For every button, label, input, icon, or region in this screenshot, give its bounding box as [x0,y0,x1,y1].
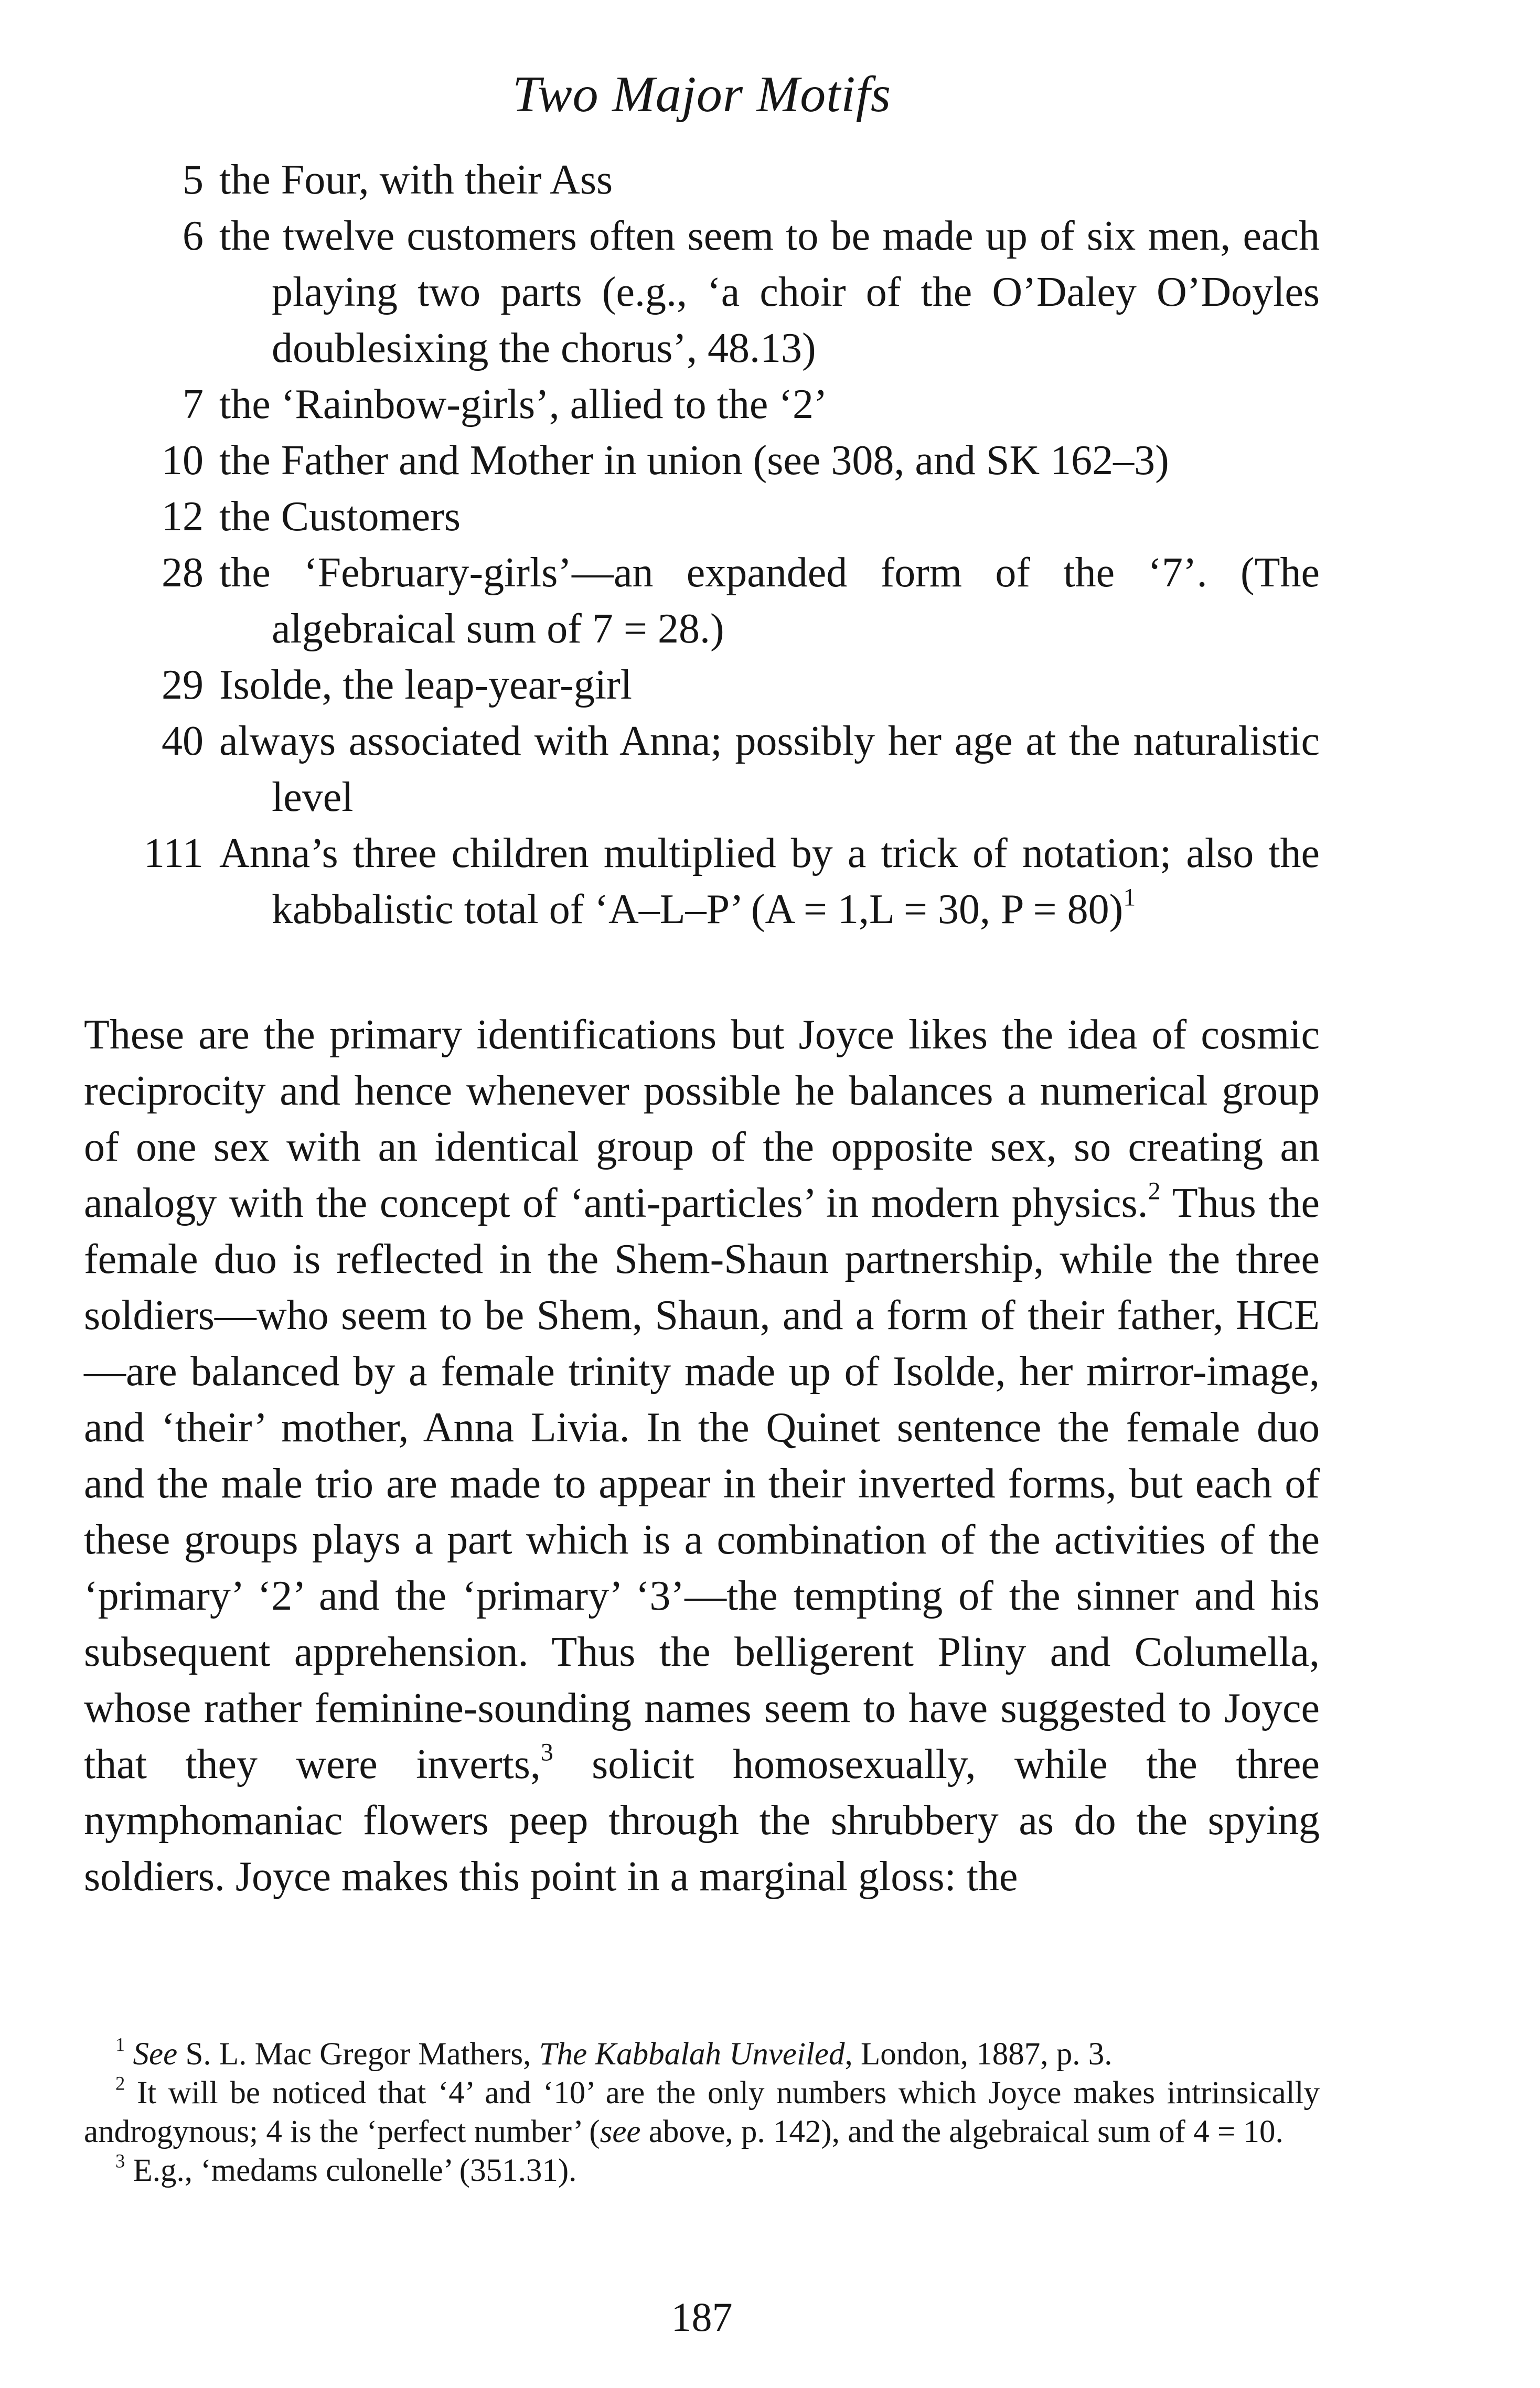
paragraph-text: solicit homosexually, while the three nymphomaniac flowers peep through the shrubbery as do the spying soldiers. Joyce makes this point in a marginal gloss: the [84,1741,1320,1900]
book-page [84,0,1320,2388]
footnotes [84,2035,1320,2190]
footnote-text: , London, 1887, p. 3. [844,2037,1113,2072]
list-number: 10 [162,437,204,484]
list-number: 28 [162,550,204,596]
paragraph-text: These are the primary identifications but Joyce likes the idea of cosmic reciprocity and hence whenever possible he balances a numerical group of one sex with an identical group of the opposite sex, so creating an analogy with the concept of ‘anti-particles’ in modern physics. [84,1012,1320,1226]
list-number: 111 [143,830,204,876]
footnote-3 [84,2151,1320,2190]
footnote-see: See [133,2037,178,2072]
footnote-2 [84,2074,1320,2151]
list-item [84,713,1320,826]
footnote-ref-2: 2 [1148,1177,1161,1205]
footnote-text: E.g., ‘medams culonelle’ (351.31). [125,2153,577,2188]
footnote-text: above, p. 142), and the algebraical sum of 4 = 10. [640,2114,1284,2149]
footnote-1 [84,2035,1320,2074]
footnote-book-title: The Kabbalah Unveiled [539,2037,845,2072]
list-text: the ‘Rainbow-girls’, allied to the ‘2’ [219,381,828,427]
footnote-mark: 1 [115,2033,125,2055]
list-item [84,208,1320,377]
footnote-mark: 2 [115,2072,125,2094]
list-text: always associated with Anna; possibly her age at the naturalistic level [219,718,1320,820]
footnote-see: see [600,2114,641,2149]
footnote-ref-1: 1 [1123,883,1136,912]
footnote-text: S. L. Mac Gregor Mathers, [177,2037,539,2072]
list-number: 40 [162,718,204,764]
list-number: 7 [183,381,204,427]
list-item [84,657,1320,713]
list-text: the Father and Mother in union (see 308, and SK 162–3) [219,437,1169,484]
list-item [84,433,1320,489]
list-item [84,545,1320,657]
footnote-ref-3: 3 [540,1738,553,1766]
number-list [84,152,1320,938]
list-item [84,489,1320,545]
list-text: Isolde, the leap-year-girl [219,662,632,708]
list-number: 29 [162,662,204,708]
paragraph-text: Thus the female duo is reflected in the Shem-Shaun partnership, while the three soldiers—who seem to be Shem, Shaun, and a form of their father, HCE—are balanced by a female trinity made up of Isolde, her mirror-image, and ‘their’ mother, Anna Livia. In the Quinet sentence the female duo and the male trio are made to appear in their inverted forms, but each of these groups plays a part which is a combination of the activities of the ‘primary’ ‘2’ and the ‘primary’ ‘3’—the tempting of the sinner and his subsequent apprehension. Thus the belligerent Pliny and Columella, whose rather feminine-sounding names seem to have suggested to Joyce that they were inverts, [84,1180,1320,1787]
list-item [84,152,1320,208]
page-number: 187 [671,2294,733,2340]
list-number: 5 [183,157,204,203]
list-text: the twelve customers often seem to be made up of six men, each playing two parts (e.g., ‘a choir of the O’Daley O’Doyles doublesixing the chorus’, 48.13) [219,213,1320,371]
list-text: the Customers [219,494,461,540]
list-number: 6 [183,213,204,259]
list-text [219,826,1320,938]
list-text: the Four, with their Ass [219,157,613,203]
body-paragraph [84,1007,1320,1905]
footnote-text: It will be noticed that ‘4’ and ‘10’ are the only numbers which Joyce makes intrinsically androgynous; 4 is the ‘perfect number’ ( [84,2075,1320,2149]
list-item [84,377,1320,433]
running-head: Two Major Motifs [512,66,892,123]
list-text-content: Anna’s three children multiplied by a trick of notation; also the kabbalistic total of ‘A–L–P’ (A = 1,L = 30, P = 80) [219,830,1320,933]
list-number: 12 [162,494,204,540]
list-text: the ‘February-girls’—an expanded form of the ‘7’. (The algebraical sum of 7 = 28.) [219,550,1320,652]
footnote-mark: 3 [115,2150,125,2172]
list-item [84,826,1320,938]
